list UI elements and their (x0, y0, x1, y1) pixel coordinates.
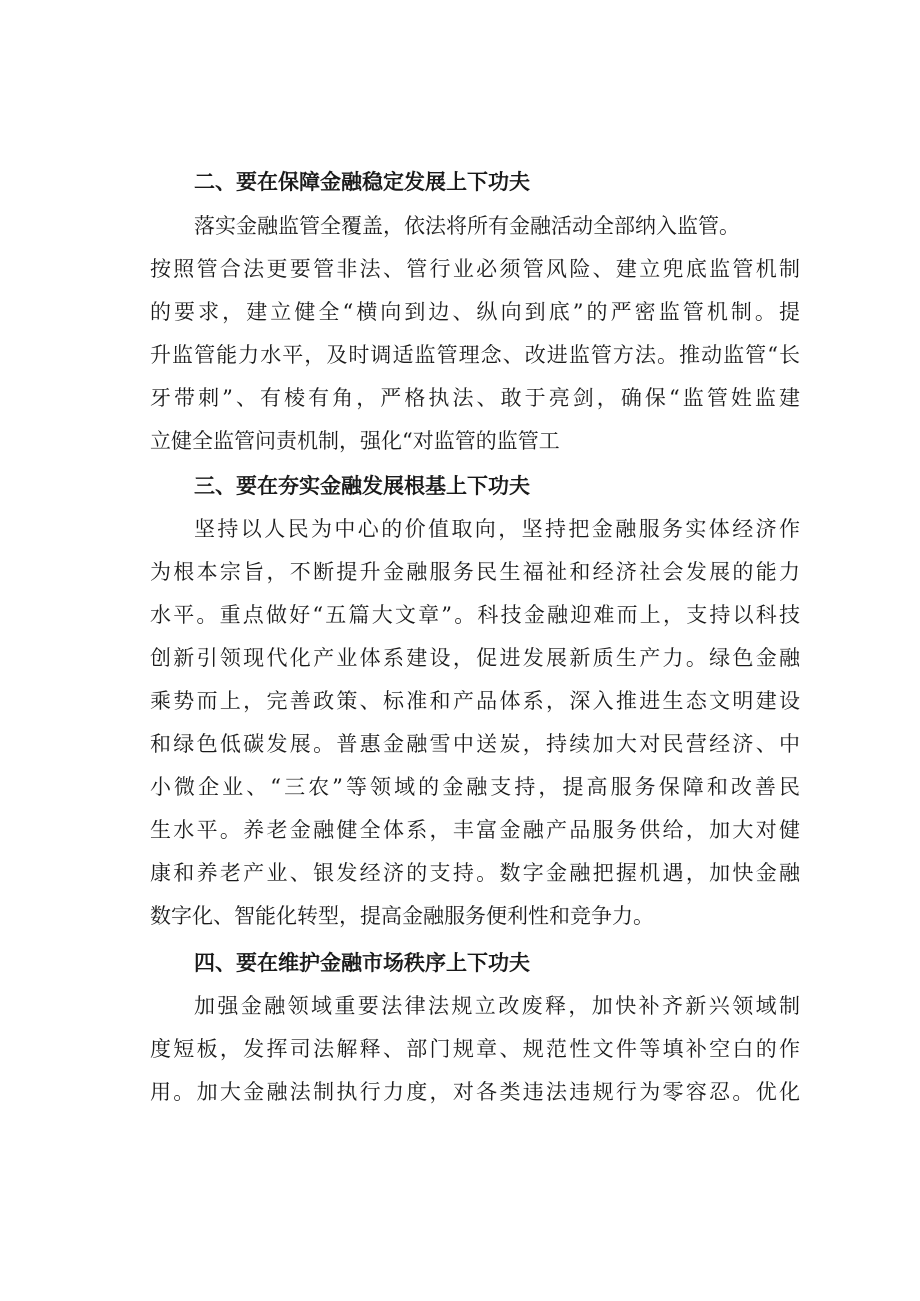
section-4-line-2: 度短板，发挥司法解释、部门规章、规范性文件等填补空白的作 (150, 1037, 800, 1061)
section-4-heading: 四、要在维护金融市场秩序上下功夫 (194, 951, 530, 975)
section-3-line-5: 乘势而上，完善政策、标准和产品体系，深入推进生态文明建设 (150, 689, 800, 713)
section-4-line-3: 用。加大金融法制执行力度，对各类违法违规行为零容忍。优化 (150, 1080, 800, 1104)
section-4-line-1: 加强金融领域重要法律法规立改废释，加快补齐新兴领域制 (194, 994, 800, 1018)
section-3-heading: 三、要在夯实金融发展根基上下功夫 (194, 474, 530, 498)
section-3-line-7: 小微企业、“三农”等领域的金融支持，提高服务保障和改善民 (150, 775, 800, 799)
section-3-line-4: 创新引领现代化产业体系建设，促进发展新质生产力。绿色金融 (150, 646, 800, 670)
section-2-line-3: 的要求，建立健全“横向到边、纵向到底”的严密监管机制。提 (150, 300, 800, 324)
section-3-line-3: 水平。重点做好“五篇大文章”。科技金融迎难而上，支持以科技 (150, 603, 800, 627)
section-3-line-9: 康和养老产业、银发经济的支持。数字金融把握机遇，加快金融 (150, 861, 800, 885)
section-3-line-1: 坚持以人民为中心的价值取向，坚持把金融服务实体经济作 (194, 517, 800, 541)
section-2-line-1: 落实金融监管全覆盖，依法将所有金融活动全部纳入监管。 (194, 214, 740, 238)
section-2-line-2: 按照管合法更要管非法、管行业必须管风险、建立兜底监管机制 (150, 257, 800, 281)
section-2-line-4: 升监管能力水平，及时调适监管理念、改进监管方法。推动监管“长 (150, 343, 800, 367)
section-3-line-10: 数字化、智能化转型，提高金融服务便利性和竞争力。 (150, 904, 654, 928)
section-3-line-2: 为根本宗旨，不断提升金融服务民生福祉和经济社会发展的能力 (150, 560, 800, 584)
section-2-heading: 二、要在保障金融稳定发展上下功夫 (194, 170, 530, 194)
section-3-line-6: 和绿色低碳发展。普惠金融雪中送炭，持续加大对民营经济、中 (150, 732, 800, 756)
section-2-line-6: 立健全监管问责机制，强化“对监管的监管工 (150, 429, 560, 453)
section-3-line-8: 生水平。养老金融健全体系，丰富金融产品服务供给，加大对健 (150, 818, 800, 842)
section-2-line-5: 牙带刺”、有棱有角，严格执法、敢于亮剑，确保“监管姓监建 (150, 386, 800, 410)
